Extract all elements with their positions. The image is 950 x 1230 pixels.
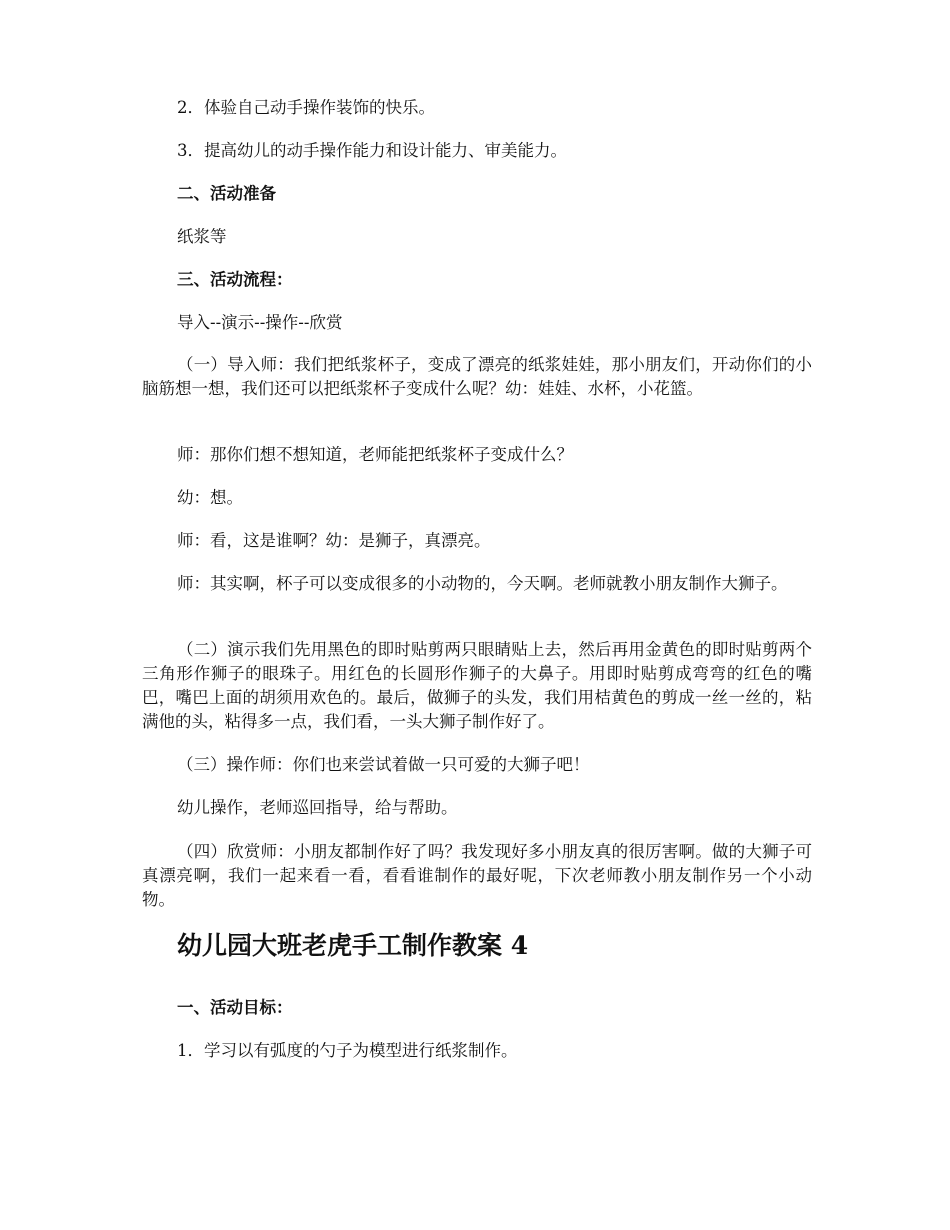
teacher-show: 师：看，这是谁啊？幼：是狮子，真漂亮。 — [177, 531, 491, 550]
step-operate-paragraph: （三）操作师：你们也来尝试着做一只可爱的大狮子吧！ — [177, 755, 590, 774]
preparation-text: 纸浆等 — [177, 227, 227, 246]
goal-item-3: 3．提高幼儿的动手操作能力和设计能力、审美能力。 — [177, 141, 567, 160]
process-overview: 导入--演示--操作--欣赏 — [177, 313, 343, 332]
goal-item-1: 1．学习以有弧度的勺子为模型进行纸浆制作。 — [177, 1041, 518, 1060]
goal-item-2: 2．体验自己动手操作装饰的快乐。 — [177, 98, 435, 117]
step-appreciate-paragraph: （四）欣赏师：小朋友都制作好了吗？我发现好多小朋友真的很厉害啊。做的大狮子可真漂亮啊，我们一起来看一看，看看谁制作的最好呢，下次老师教小朋友制作另一个小动物。 — [142, 842, 812, 909]
section-heading-process: 三、活动流程： — [177, 270, 293, 289]
teacher-explain: 师：其实啊，杯子可以变成很多的小动物的，今天啊。老师就教小朋友制作大狮子。 — [177, 574, 788, 593]
step-demo-paragraph: （二）演示我们先用黑色的即时贴剪两只眼睛贴上去，然后再用金黄色的即时贴剪两个三角形作狮子的眼珠子。用红色的长圆形作狮子的大鼻子。用即时贴剪成弯弯的红色的嘴巴，嘴巴上面的胡须用欢色的。最后，做狮子的头发，我们用桔黄色的剪成一丝一丝的，粘满他的头，粘得多一点，我们看，一头大狮子制作好了。 — [142, 640, 812, 731]
child-answer: 幼：想。 — [177, 488, 243, 507]
teacher-question: 师：那你们想不想知道，老师能把纸浆杯子变成什么？ — [177, 445, 573, 464]
child-operate: 幼儿操作，老师巡回指导，给与帮助。 — [177, 798, 458, 817]
lesson-title: 幼儿园大班老虎手工制作教案 4 — [177, 931, 529, 960]
section-heading-preparation: 二、活动准备 — [177, 184, 276, 203]
step-intro-paragraph: （一）导入师：我们把纸浆杯子，变成了漂亮的纸浆娃娃，那小朋友们，开动你们的小脑筋想一想，我们还可以把纸浆杯子变成什么呢？幼：娃娃、水杯，小花篮。 — [142, 355, 812, 398]
section-heading-goals: 一、活动目标： — [177, 998, 293, 1017]
